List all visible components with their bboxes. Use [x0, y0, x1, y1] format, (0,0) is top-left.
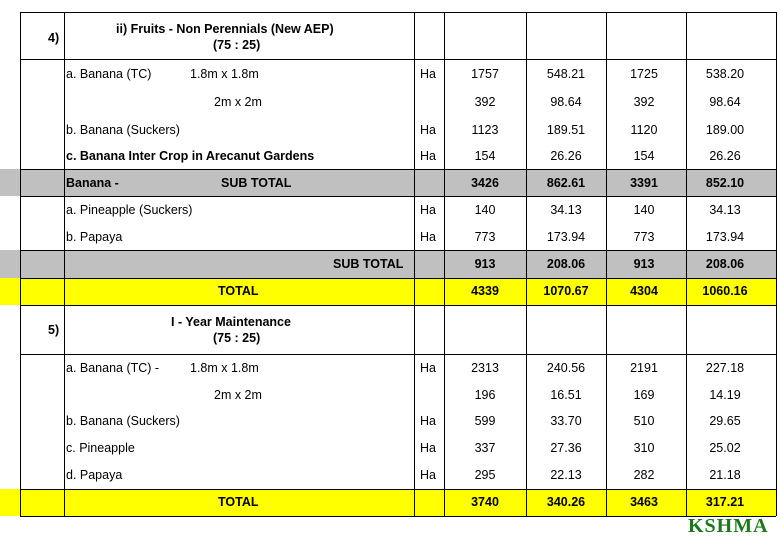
value-cell: 1725: [630, 67, 658, 81]
item-label: c. Pineapple: [66, 441, 135, 455]
unit-label: Ha: [420, 149, 436, 163]
section-4-header-row: [0, 12, 780, 59]
value-cell: 25.02: [709, 441, 741, 455]
value-cell: 173.94: [546, 230, 586, 244]
value-cell: 599: [474, 414, 496, 428]
value-cell: 3463: [630, 495, 658, 509]
subtotal-row: [0, 250, 780, 278]
value-cell: 34.13: [550, 203, 582, 217]
value-cell: 913: [474, 257, 496, 271]
table-row: [0, 462, 780, 489]
kshma-watermark: KSHMA: [688, 515, 769, 537]
value-cell: 1757: [471, 67, 499, 81]
table-row: [0, 223, 780, 250]
value-cell: 14.19: [709, 388, 741, 402]
value-cell: 773: [633, 230, 655, 244]
value-cell: 189.51: [546, 123, 586, 137]
value-cell: 169: [633, 388, 655, 402]
value-cell: 173.94: [705, 230, 745, 244]
value-cell: 913: [633, 257, 655, 271]
value-cell: 510: [633, 414, 655, 428]
section-4-title: ii) Fruits - Non Perennials (New AEP): [116, 22, 334, 36]
unit-label: Ha: [420, 441, 436, 455]
item-label: a. Pineapple (Suckers): [66, 203, 193, 217]
subtotal-label: SUB TOTAL: [221, 176, 292, 190]
total-row: [0, 278, 780, 305]
value-cell: 1060.16: [702, 284, 748, 298]
value-cell: 26.26: [550, 149, 582, 163]
section-5-title: I - Year Maintenance: [171, 315, 291, 329]
section-4-id: 4): [48, 31, 60, 45]
table-row: [0, 116, 780, 143]
value-cell: 317.21: [705, 495, 745, 509]
value-cell: 22.13: [550, 468, 582, 482]
banana-subtotal-row: [0, 169, 780, 196]
value-cell: 295: [474, 468, 496, 482]
item-label: a. Banana (TC) -: [66, 361, 160, 375]
subtotal-prefix: Banana -: [66, 176, 119, 190]
value-cell: 196: [474, 388, 496, 402]
value-cell: 1070.67: [543, 284, 589, 298]
value-cell: 538.20: [705, 67, 745, 81]
value-cell: 310: [633, 441, 655, 455]
table-row: [0, 196, 780, 223]
section-5-ratio: (75 : 25): [213, 331, 261, 345]
value-cell: 208.06: [546, 257, 586, 271]
spacing-label: 2m x 2m: [214, 95, 262, 109]
value-cell: 1120: [630, 123, 658, 137]
item-label: a. Banana (TC): [66, 67, 152, 81]
spacing-label: 2m x 2m: [214, 388, 262, 402]
section-5-header-row: [0, 305, 780, 354]
value-cell: 98.64: [709, 95, 741, 109]
unit-label: Ha: [420, 468, 436, 482]
item-label: b. Papaya: [66, 230, 123, 244]
unit-label: Ha: [420, 203, 436, 217]
table-row: [0, 143, 780, 169]
value-cell: 2191: [630, 361, 658, 375]
value-cell: 154: [474, 149, 496, 163]
value-cell: 189.00: [705, 123, 745, 137]
table-row: [0, 59, 780, 89]
value-cell: 548.21: [546, 67, 586, 81]
value-cell: 1123: [471, 123, 499, 137]
value-cell: 240.56: [546, 361, 586, 375]
value-cell: 21.18: [709, 468, 741, 482]
item-label: d. Papaya: [66, 468, 123, 482]
value-cell: 340.26: [546, 495, 586, 509]
unit-label: Ha: [420, 230, 436, 244]
value-cell: 26.26: [709, 149, 741, 163]
value-cell: 33.70: [550, 414, 582, 428]
value-cell: 2313: [471, 361, 499, 375]
item-label: c. Banana Inter Crop in Arecanut Gardens: [66, 149, 315, 163]
value-cell: 862.61: [546, 176, 586, 190]
item-label: b. Banana (Suckers): [66, 414, 180, 428]
total-label: TOTAL: [218, 495, 259, 509]
table-row: [0, 381, 780, 408]
value-cell: 3391: [630, 176, 658, 190]
value-cell: 3740: [471, 495, 499, 509]
spacing-label: 1.8m x 1.8m: [190, 361, 259, 375]
table-row: [0, 435, 780, 462]
value-cell: 282: [633, 468, 655, 482]
section-4-ratio: (75 : 25): [213, 38, 261, 52]
unit-label: Ha: [420, 361, 436, 375]
value-cell: 392: [633, 95, 655, 109]
value-cell: 208.06: [705, 257, 745, 271]
value-cell: 16.51: [550, 388, 582, 402]
value-cell: 140: [633, 203, 655, 217]
total-label: TOTAL: [218, 284, 259, 298]
item-label: b. Banana (Suckers): [66, 123, 180, 137]
value-cell: 852.10: [705, 176, 745, 190]
value-cell: 337: [474, 441, 496, 455]
unit-label: Ha: [420, 414, 436, 428]
table-row: [0, 354, 780, 381]
value-cell: 29.65: [709, 414, 741, 428]
value-cell: 34.13: [709, 203, 741, 217]
value-cell: 227.18: [705, 361, 745, 375]
value-cell: 773: [474, 230, 496, 244]
unit-label: Ha: [420, 67, 436, 81]
subtotal-label: SUB TOTAL: [333, 257, 404, 271]
table-row: [0, 408, 780, 435]
spacing-label: 1.8m x 1.8m: [190, 67, 259, 81]
unit-label: Ha: [420, 123, 436, 137]
value-cell: 392: [474, 95, 496, 109]
total-row: [0, 489, 780, 516]
table-row: [0, 89, 780, 116]
section-5-id: 5): [48, 323, 60, 337]
value-cell: 140: [474, 203, 496, 217]
value-cell: 27.36: [550, 441, 582, 455]
value-cell: 98.64: [550, 95, 582, 109]
value-cell: 3426: [471, 176, 499, 190]
value-cell: 4339: [471, 284, 499, 298]
value-cell: 4304: [630, 284, 658, 298]
value-cell: 154: [633, 149, 655, 163]
